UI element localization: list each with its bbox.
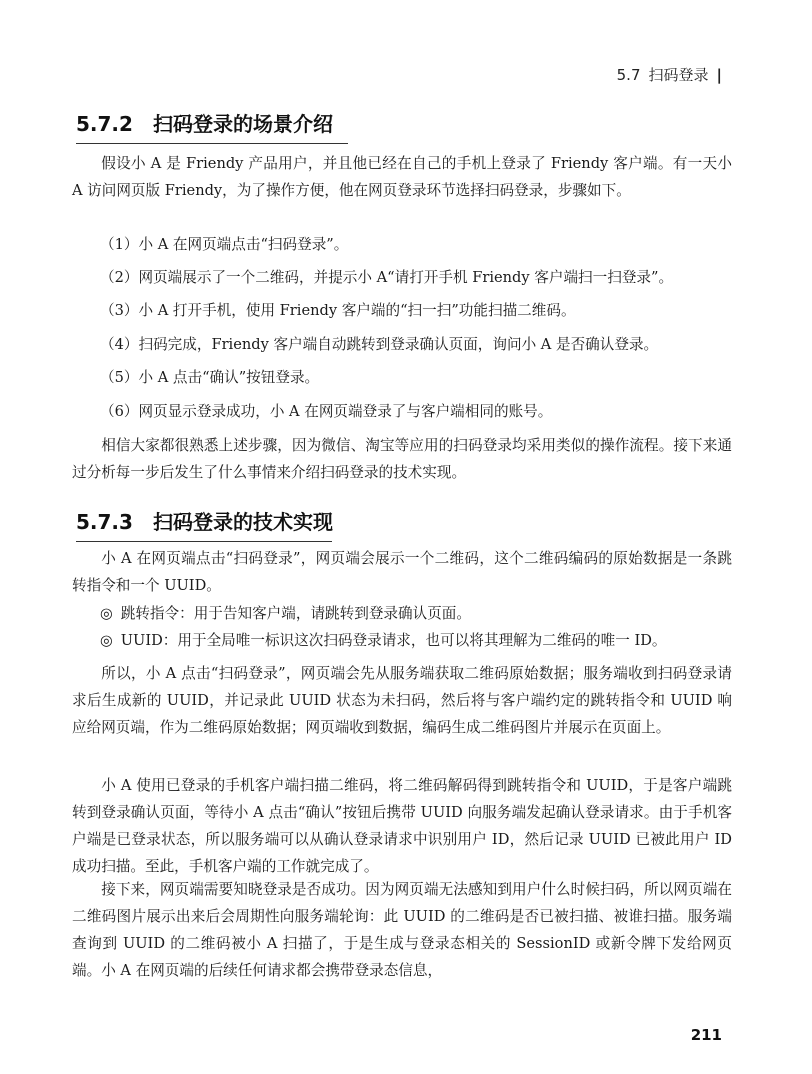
paragraph: 所以，小 A 点击“扫码登录”，网页端会先从服务端获取二维码原始数据；服务端收到扫码登录请求后生成新的 UUID，并记录此 UUID 状态为未扫码，然后将与客户端约定的跳转指令和 UUID 响应给网页端，作为二维码原始数据；网页端收到数据，编码生成二维码图片并展示在页面上。	[72, 665, 732, 736]
page-number: 211	[690, 1026, 722, 1044]
step-item: （1）小 A 在网页端点击“扫码登录”。	[100, 236, 349, 253]
paragraph: 小 A 在网页端点击“扫码登录”，网页端会展示一个二维码，这个二维码编码的原始数据是一条跳转指令和一个 UUID。	[72, 550, 732, 594]
running-header-title: 扫码登录	[648, 66, 709, 84]
running-header-separator: |	[716, 65, 722, 84]
closing-paragraph: 相信大家都很熟悉上述步骤，因为微信、淘宝等应用的扫码登录均采用类似的操作流程。接下来通过分析每一步后发生了什么事情来介绍扫码登录的技术实现。	[72, 437, 732, 481]
paragraph: 接下来，网页端需要知晓登录是否成功。因为网页端无法感知到用户什么时候扫码，所以网页端在二维码图片展示出来后会周期性向服务端轮询：此 UUID 的二维码是否已被扫描、被谁扫描。服务端查询到 UUID 的二维码被小 A 扫描了，于是生成与登录态相关的 SessionID 或新令牌下发给网页端。小 A 在网页端的后续任何请求都会携带登录态信息，	[72, 881, 732, 979]
bullet-item	[100, 600, 740, 627]
running-header	[617, 64, 722, 85]
intro-paragraph: 假设小 A 是 Friendy 产品用户，并且他已经在自己的手机上登录了 Friendy 客户端。有一天小 A 访问网页版 Friendy，为了操作方便，他在网页登录环节选择扫码登录，步骤如下。	[72, 155, 732, 199]
paragraph: 小 A 使用已登录的手机客户端扫描二维码，将二维码解码得到跳转指令和 UUID，于是客户端跳转到登录确认页面，等待小 A 点击“确认”按钮后携带 UUID 向服务端发起确认登录请求。由于手机客户端是已登录状态，所以服务端可以从确认登录请求中识别用户 ID，然后记录 UUID 已被此用户 ID 成功扫描。至此，手机客户端的工作就完成了。	[72, 777, 732, 875]
step-item: （5）小 A 点击“确认”按钮登录。	[100, 369, 320, 386]
section-title: 扫码登录的场景介绍	[152, 112, 333, 136]
section-number: 5.7.2	[76, 112, 133, 136]
bullet-mark: ◎	[100, 632, 113, 649]
section-number: 5.7.3	[76, 510, 133, 534]
section-heading-572	[76, 108, 348, 144]
bullet-text: UUID：用于全局唯一标识这次扫码登录请求，也可以将其理解为二维码的唯一 ID。	[120, 632, 667, 649]
bullet-text: 跳转指令：用于告知客户端，请跳转到登录确认页面。	[120, 605, 471, 622]
section-heading-573	[76, 506, 332, 542]
bullet-mark: ◎	[100, 605, 113, 622]
step-item: （3）小 A 打开手机，使用 Friendy 客户端的“扫一扫”功能扫描二维码。	[100, 302, 576, 319]
step-item: （4）扫码完成，Friendy 客户端自动跳转到登录确认页面，询问小 A 是否确认登录。	[100, 336, 659, 353]
running-header-number: 5.7	[616, 65, 641, 84]
step-item: （6）网页显示登录成功，小 A 在网页端登录了与客户端相同的账号。	[100, 403, 553, 420]
step-item: （2）网页端展示了一个二维码，并提示小 A“请打开手机 Friendy 客户端扫一扫登录”。	[100, 269, 674, 286]
bullet-item	[100, 627, 740, 654]
section-title: 扫码登录的技术实现	[152, 510, 333, 534]
